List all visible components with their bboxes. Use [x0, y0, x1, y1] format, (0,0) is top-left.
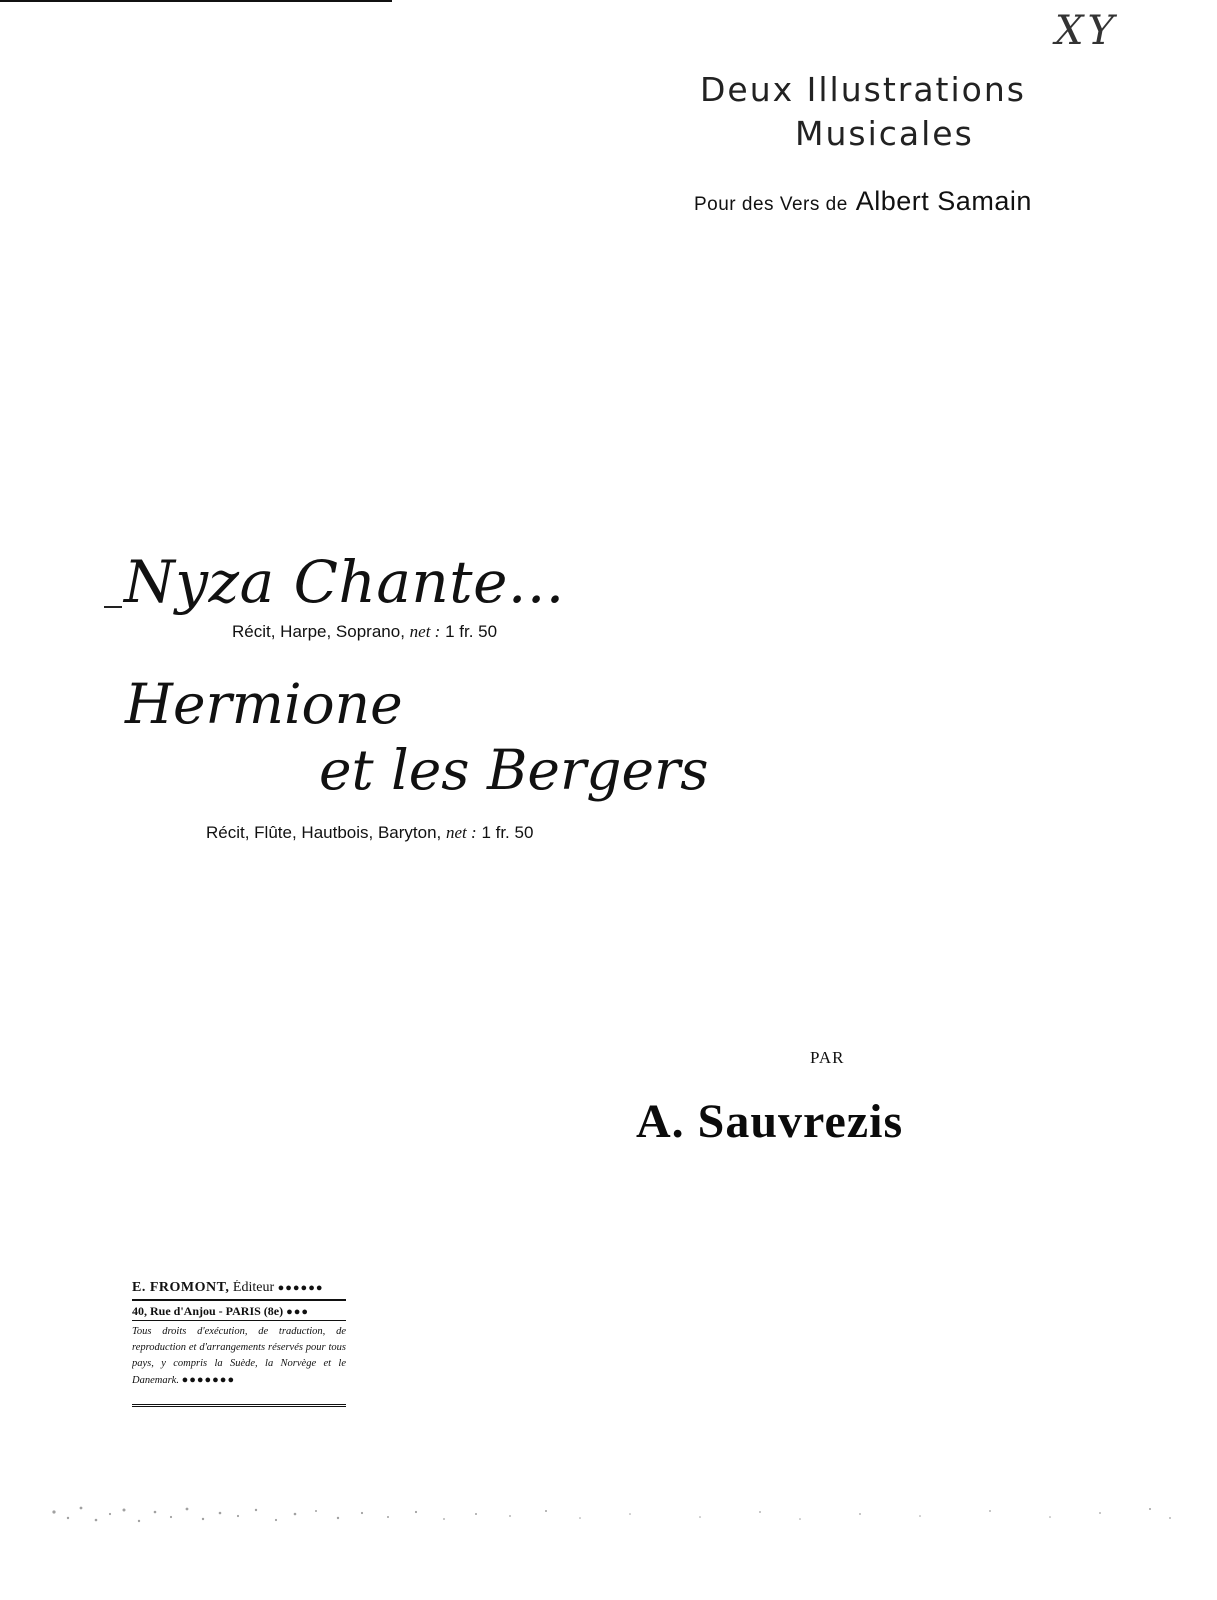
poet-name: Albert Samain — [855, 186, 1032, 216]
work-title-hermione-line1: Hermione — [125, 672, 403, 736]
work-title-nyza: Nyza Chante... — [124, 548, 565, 616]
instrumentation-hermione: Récit, Flûte, Hautbois, Baryton, — [206, 823, 442, 842]
publisher-name-row — [132, 1280, 346, 1296]
imprint-rule-2 — [132, 1320, 346, 1321]
publisher-address-row — [132, 1304, 346, 1319]
price-hermione: 1 fr. 50 — [481, 823, 534, 842]
scan-noise-speckles — [40, 1490, 1190, 1540]
publisher-role: Éditeur — [232, 1280, 275, 1295]
ornament-dots-3: ●●●●●●● — [181, 1374, 236, 1386]
series-title-line1: Deux Illustrations — [700, 70, 1026, 109]
catalog-handwritten-mark: XY — [1055, 8, 1118, 54]
work-title-hermione-line2: et les Bergers — [319, 738, 709, 802]
series-title-line2: Musicales — [795, 114, 974, 153]
publisher-address: 40, Rue d'Anjou - PARIS (8e) — [132, 1304, 284, 1318]
instrumentation-nyza: Récit, Harpe, Soprano, — [232, 622, 405, 641]
price-nyza: 1 fr. 50 — [445, 622, 498, 641]
dedication-lead: Pour des Vers de — [694, 194, 848, 215]
by-label: PAR — [810, 1048, 845, 1067]
title-dash — [104, 606, 122, 608]
publisher-imprint — [132, 1276, 346, 1407]
ornament-dots-1: ●●●●●● — [277, 1282, 324, 1294]
work-details-hermione — [206, 823, 533, 843]
dedication — [694, 186, 1032, 217]
rights-text: Tous droits d'exécution, de traduction, de reproduction et d'arrangements réservés pour tous pays, y compris la Suède, la Norvège et le Danemark. — [132, 1326, 346, 1386]
imprint-rule-1 — [132, 1299, 346, 1301]
net-label-hermione: net : — [446, 823, 477, 842]
rights-notice — [132, 1324, 346, 1389]
work-details-nyza — [232, 622, 497, 642]
ornament-dots-2: ●●● — [286, 1306, 310, 1318]
top-edge-rule — [0, 0, 392, 2]
publisher-name: E. FROMONT, — [132, 1280, 230, 1295]
net-label-nyza: net : — [409, 622, 441, 641]
composer-name: A. Sauvrezis — [636, 1095, 904, 1148]
